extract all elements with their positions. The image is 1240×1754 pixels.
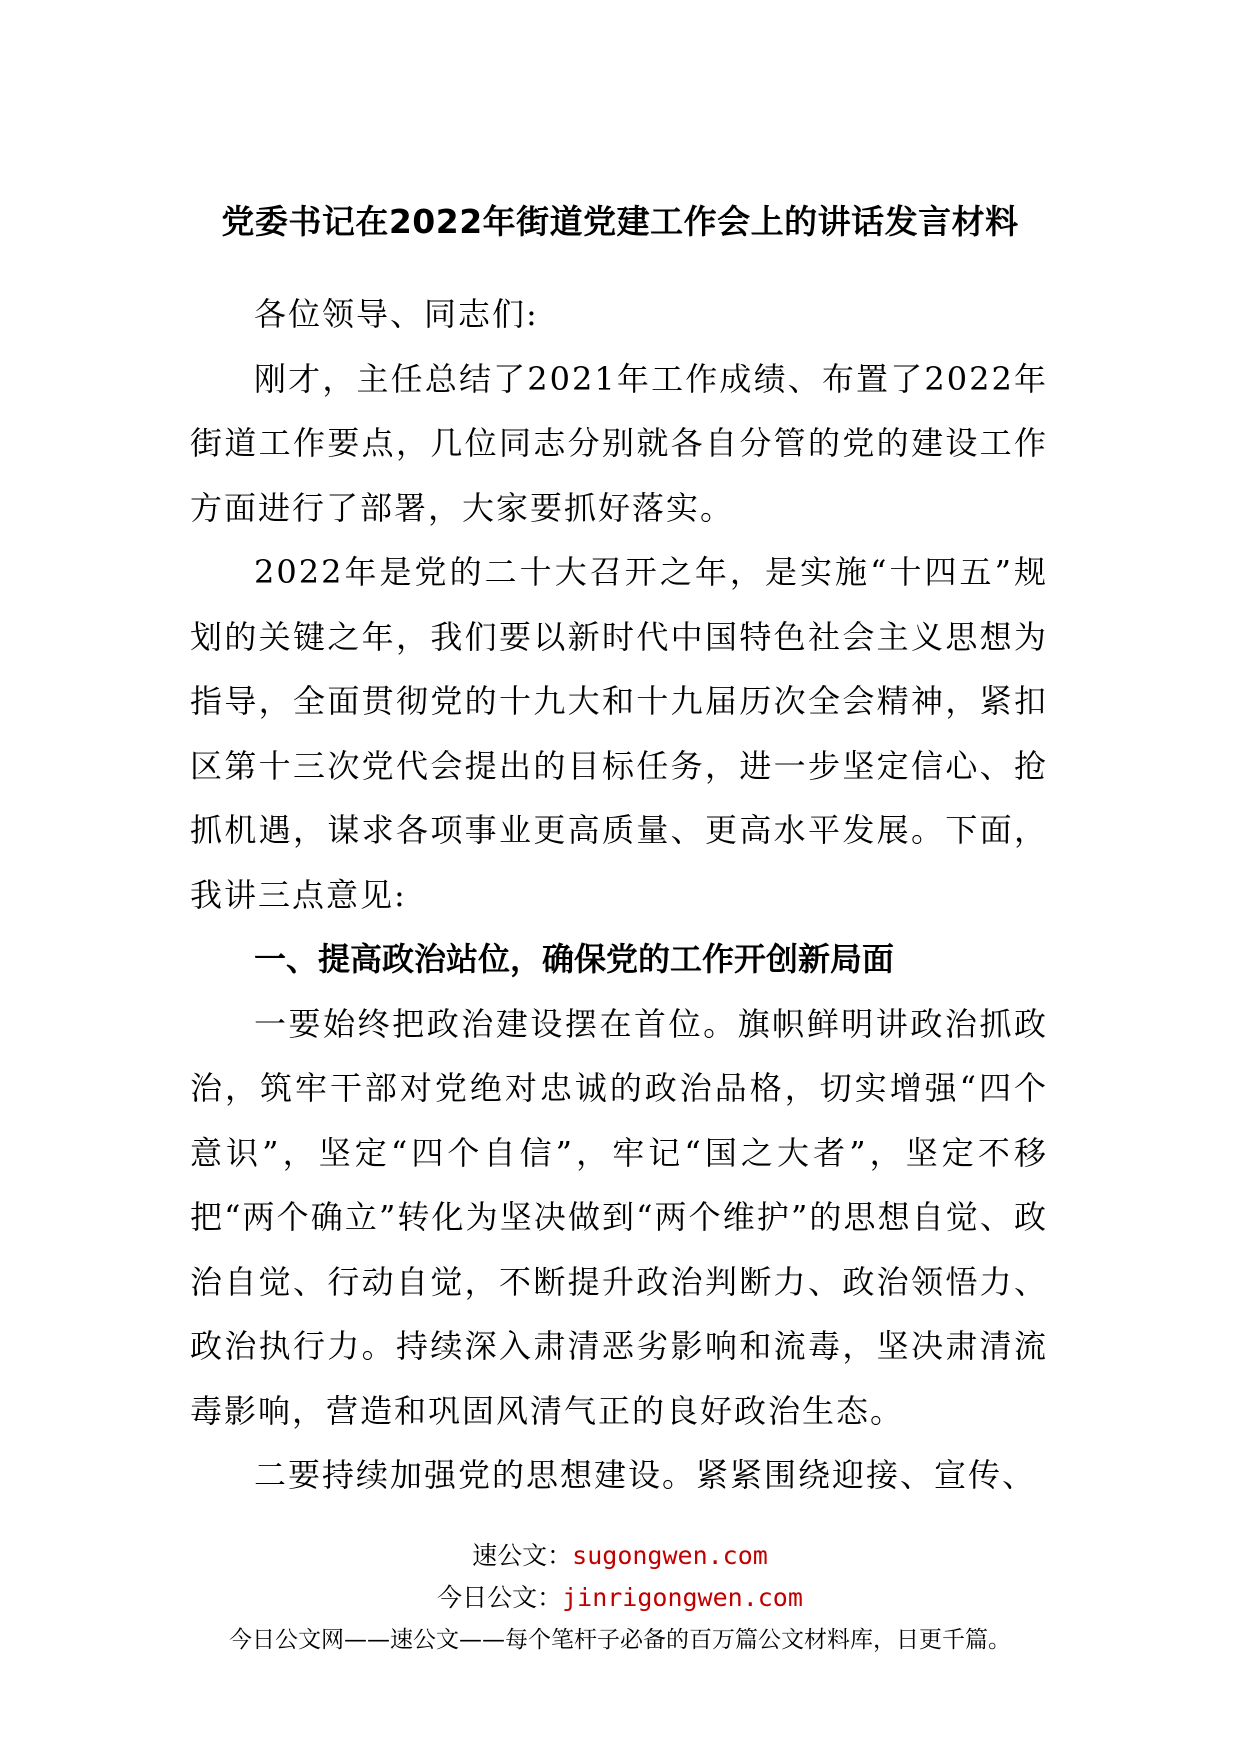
salutation: 各位领导、同志们: — [254, 295, 539, 333]
document-body — [190, 282, 1048, 1508]
footer-jinrigongwen-label: 今日公文： — [437, 1583, 563, 1612]
section-paragraph-1: 一要始终把政治建设摆在首位。旗帜鲜明讲政治抓政治，筑牢干部对党绝对忠诚的政治品格，切实增强“四个意识”，坚定“四个自信”，牢记“国之大者”，坚定不移把“两个确立”转化为坚决做到“两个维护”的思想自觉、政治自觉、行动自觉，不断提升政治判断力、政治领悟力、政治执行力。持续深入肃清恶劣影响和流毒，坚决肃清流毒影响，营造和巩固风清气正的良好政治生态。 — [190, 1004, 1048, 1430]
paragraph-2: 2022年是党的二十大召开之年，是实施“十四五”规划的关键之年，我们要以新时代中国特色社会主义思想为指导，全面贯彻党的十九大和十九届历次全会精神，紧扣区第十三次党代会提出的目标任务，进一步坚定信心、抢抓机遇，谋求各项事业更高质量、更高水平发展。下面，我讲三点意见: — [190, 553, 1048, 914]
footer-jinrigongwen — [0, 1582, 1240, 1614]
paragraph-1: 刚才，主任总结了2021年工作成绩、布置了2022年街道工作要点，几位同志分别就各自分管的党的建设工作方面进行了部署，大家要抓好落实。 — [190, 359, 1048, 527]
footer-sugongwen-link[interactable]: sugongwen.com — [572, 1541, 768, 1570]
section-paragraph-2: 二要持续加强党的思想建设。紧紧围绕迎接、宣传、 — [254, 1456, 1037, 1494]
footer-sugongwen — [0, 1540, 1240, 1572]
section-heading: 一、提高政治站位，确保党的工作开创新局面 — [254, 940, 895, 978]
footer-sugongwen-label: 速公文： — [472, 1541, 573, 1570]
footer-slogan: 今日公文网——速公文——每个笔杆子必备的百万篇公文材料库，日更千篇。 — [229, 1627, 1011, 1653]
document-title: 党委书记在2022年街道党建工作会上的讲话发言材料 — [221, 202, 1019, 241]
footer-jinrigongwen-link[interactable]: jinrigongwen.com — [562, 1583, 803, 1612]
